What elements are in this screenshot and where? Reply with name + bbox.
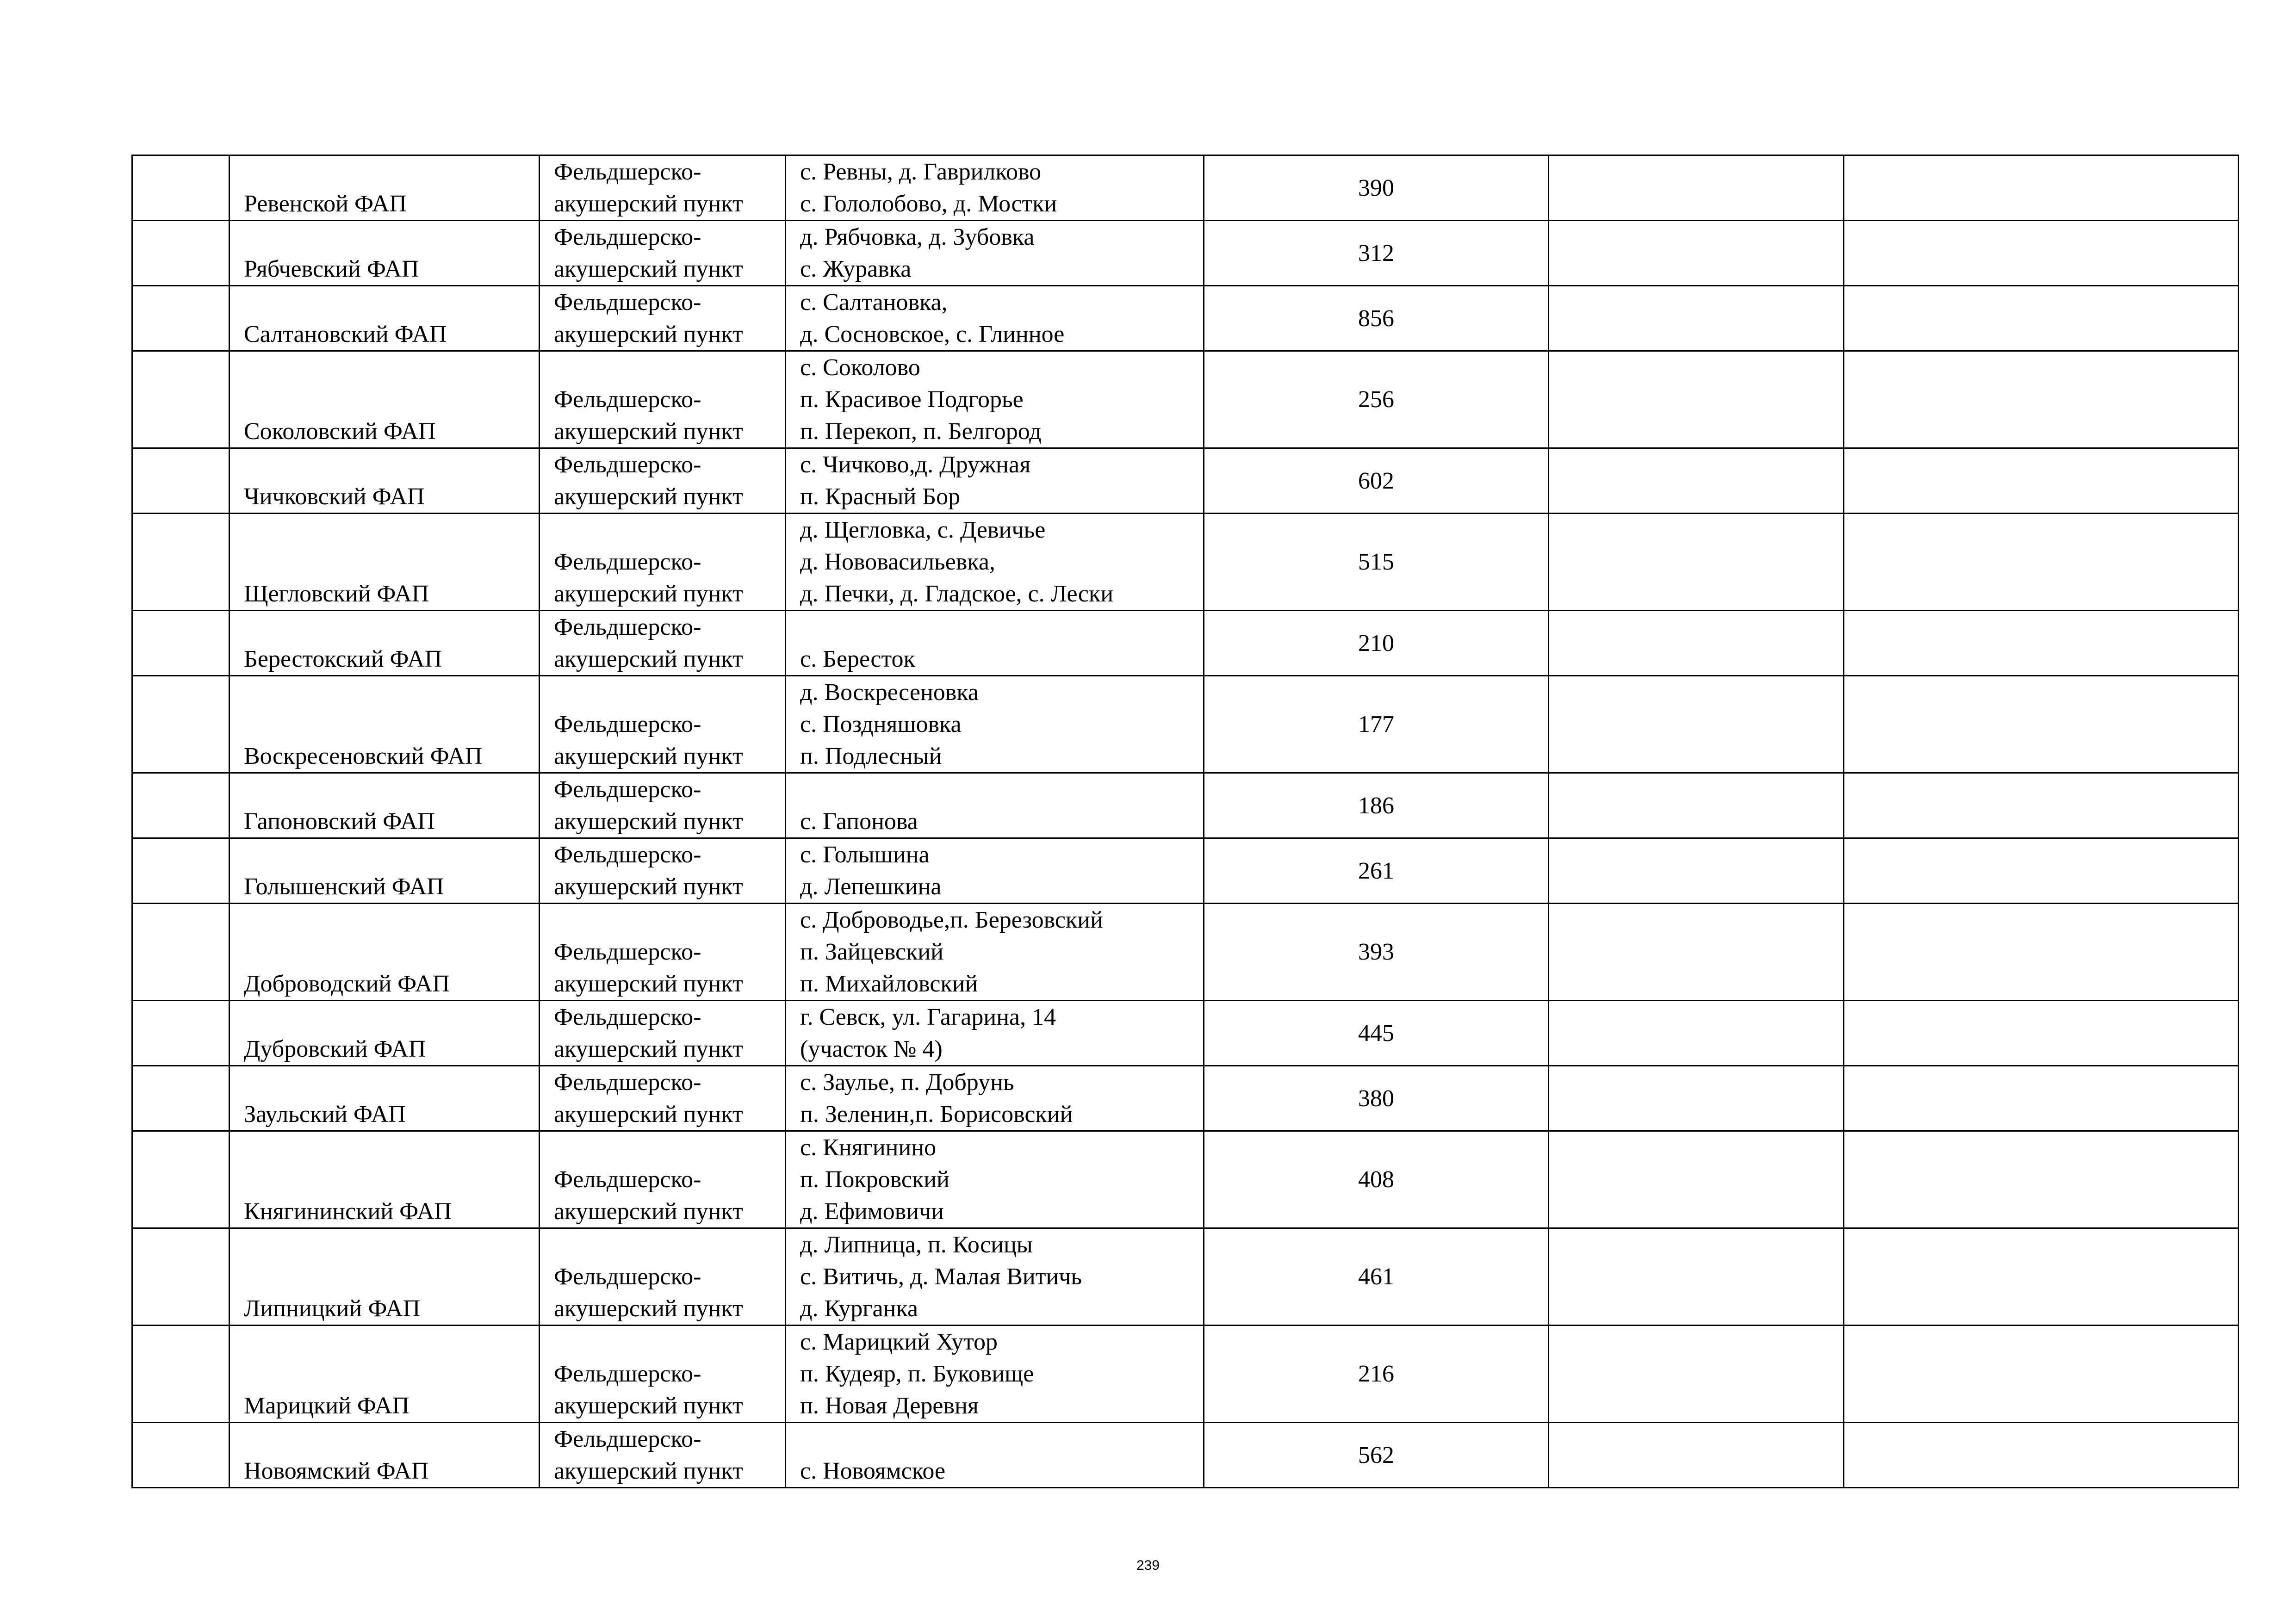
facility-type-line: акушерский пункт [554, 808, 743, 835]
facility-type-cell [540, 773, 786, 838]
facility-type-cell [540, 351, 786, 448]
population-cell: 856 [1204, 286, 1549, 351]
facility-type-cell [540, 155, 786, 221]
table-row [132, 1001, 2239, 1066]
empty-cell [1549, 611, 1844, 676]
empty-cell [1549, 155, 1844, 221]
settlements-cell [786, 1326, 1204, 1423]
row-number-cell [132, 838, 230, 904]
settlement-line: д. Сосновское, с. Глинное [800, 321, 1065, 347]
settlements-cell [786, 514, 1204, 611]
row-number-cell [132, 1066, 230, 1131]
row-number-cell [132, 514, 230, 611]
settlements-cell [786, 155, 1204, 221]
empty-cell [1549, 773, 1844, 838]
table-row [132, 1326, 2239, 1423]
population-cell: 445 [1204, 1001, 1549, 1066]
empty-cell [1549, 1001, 1844, 1066]
facility-name-cell: Чичковский ФАП [230, 448, 540, 514]
settlements-cell [786, 773, 1204, 838]
settlement-line: с. Салтановка, [800, 289, 948, 316]
settlements-cell [786, 351, 1204, 448]
empty-cell [1844, 676, 2239, 773]
population-cell: 393 [1204, 904, 1549, 1001]
facility-type-line: акушерский пункт [554, 646, 743, 672]
facility-type-cell [540, 286, 786, 351]
settlement-line: с. Гололобово, д. Мостки [800, 191, 1057, 217]
facility-type-cell [540, 514, 786, 611]
settlement-line: с. Заулье, п. Добрунь [800, 1069, 1014, 1096]
facility-type-line: Фельдшерско- [554, 1069, 701, 1096]
empty-cell [1844, 1326, 2239, 1423]
settlement-line: д. Ефимовичи [800, 1198, 944, 1225]
empty-cell [1844, 1131, 2239, 1228]
settlement-line: п. Новая Деревня [800, 1393, 979, 1419]
facility-type-line: акушерский пункт [554, 873, 743, 900]
row-number-cell [132, 611, 230, 676]
settlements-cell [786, 1423, 1204, 1488]
empty-cell [1549, 1228, 1844, 1326]
facility-type-line: Фельдшерско- [554, 1166, 701, 1193]
settlement-line: д. Щегловка, с. Девичье [800, 517, 1046, 543]
empty-cell [1844, 448, 2239, 514]
settlement-line: д. Рябчовка, д. Зубовка [800, 224, 1035, 250]
empty-cell [1549, 838, 1844, 904]
facility-type-line: Фельдшерско- [554, 1004, 701, 1030]
settlement-line: д. Воскресеновка [800, 679, 979, 706]
settlement-line: п. Зеленин,п. Борисовский [800, 1101, 1073, 1127]
population-cell: 515 [1204, 514, 1549, 611]
settlements-cell [786, 904, 1204, 1001]
facility-type-line: акушерский пункт [554, 581, 743, 607]
row-number-cell [132, 155, 230, 221]
facility-type-line: Фельдшерско- [554, 776, 701, 803]
settlements-cell [786, 611, 1204, 676]
table-row [132, 611, 2239, 676]
settlement-line: с. Ревны, д. Гаврилково [800, 159, 1042, 185]
empty-cell [1549, 514, 1844, 611]
facility-type-line: акушерский пункт [554, 256, 743, 282]
settlement-line: г. Севск, ул. Гагарина, 14 [800, 1004, 1056, 1030]
empty-cell [1844, 611, 2239, 676]
facility-name-cell: Берестокский ФАП [230, 611, 540, 676]
population-cell: 562 [1204, 1423, 1549, 1488]
settlement-line: п. Красивое Подгорье [800, 386, 1024, 413]
row-number-cell [132, 1326, 230, 1423]
facility-type-line: Фельдшерско- [554, 289, 701, 316]
settlements-cell [786, 838, 1204, 904]
settlement-line: п. Михайловский [800, 971, 978, 997]
row-number-cell [132, 773, 230, 838]
population-cell: 461 [1204, 1228, 1549, 1326]
settlement-line: д. Лепешкина [800, 873, 942, 900]
table-row [132, 676, 2239, 773]
table-row [132, 1228, 2239, 1326]
facility-type-line: акушерский пункт [554, 1295, 743, 1322]
facility-name-cell: Ревенской ФАП [230, 155, 540, 221]
facility-name-cell: Княгининский ФАП [230, 1131, 540, 1228]
settlement-line: д. Курганка [800, 1295, 918, 1322]
empty-cell [1844, 1001, 2239, 1066]
empty-cell [1549, 351, 1844, 448]
facility-type-line: акушерский пункт [554, 1198, 743, 1225]
facility-type-line: акушерский пункт [554, 1036, 743, 1062]
empty-cell [1844, 773, 2239, 838]
table-row [132, 1423, 2239, 1488]
table-row [132, 904, 2239, 1001]
table-body [132, 155, 2239, 1488]
row-number-cell [132, 286, 230, 351]
population-cell: 186 [1204, 773, 1549, 838]
facility-type-line: Фельдшерско- [554, 711, 701, 737]
empty-cell [1844, 221, 2239, 286]
empty-cell [1844, 514, 2239, 611]
facility-type-cell [540, 1423, 786, 1488]
row-number-cell [132, 904, 230, 1001]
settlement-line: д. Липница, п. Косицы [800, 1232, 1033, 1258]
facility-type-line: Фельдшерско- [554, 1264, 701, 1290]
facility-name-cell: Салтановский ФАП [230, 286, 540, 351]
settlement-line: с. Бересток [800, 646, 915, 672]
facility-type-cell [540, 1001, 786, 1066]
settlements-cell [786, 1131, 1204, 1228]
row-number-cell [132, 1131, 230, 1228]
empty-cell [1549, 286, 1844, 351]
facility-name-cell: Щегловский ФАП [230, 514, 540, 611]
facility-type-cell [540, 1228, 786, 1326]
settlement-line: с. Чичково,д. Дружная [800, 452, 1030, 478]
facility-type-line: акушерский пункт [554, 418, 743, 445]
settlements-cell [786, 676, 1204, 773]
row-number-cell [132, 221, 230, 286]
empty-cell [1549, 1131, 1844, 1228]
table-row [132, 514, 2239, 611]
table-row [132, 1066, 2239, 1131]
population-cell: 216 [1204, 1326, 1549, 1423]
population-cell: 380 [1204, 1066, 1549, 1131]
population-cell: 210 [1204, 611, 1549, 676]
settlement-line: с. Журавка [800, 256, 912, 282]
facility-type-line: Фельдшерско- [554, 1361, 701, 1387]
facility-type-line: Фельдшерско- [554, 842, 701, 868]
facility-type-line: Фельдшерско- [554, 614, 701, 640]
facility-name-cell: Соколовский ФАП [230, 351, 540, 448]
facility-type-cell [540, 1066, 786, 1131]
empty-cell [1844, 1423, 2239, 1488]
population-cell: 256 [1204, 351, 1549, 448]
facility-name-cell: Воскресеновский ФАП [230, 676, 540, 773]
empty-cell [1844, 1066, 2239, 1131]
empty-cell [1549, 1066, 1844, 1131]
facility-type-line: акушерский пункт [554, 191, 743, 217]
facility-type-line: Фельдшерско- [554, 939, 701, 965]
empty-cell [1844, 155, 2239, 221]
table-row [132, 1131, 2239, 1228]
facility-type-cell [540, 676, 786, 773]
facility-type-cell [540, 611, 786, 676]
row-number-cell [132, 1423, 230, 1488]
facilities-table [131, 155, 2239, 1488]
settlement-line: п. Покровский [800, 1166, 949, 1193]
settlement-line: с. Княгинино [800, 1134, 937, 1161]
table-row [132, 155, 2239, 221]
facility-type-line: Фельдшерско- [554, 159, 701, 185]
facility-name-cell: Рябчевский ФАП [230, 221, 540, 286]
empty-cell [1549, 448, 1844, 514]
settlement-line: д. Нововасильевка, [800, 549, 995, 575]
facility-type-line: акушерский пункт [554, 1458, 743, 1484]
table-row [132, 838, 2239, 904]
table-row [132, 773, 2239, 838]
facility-type-line: Фельдшерско- [554, 386, 701, 413]
row-number-cell [132, 676, 230, 773]
row-number-cell [132, 351, 230, 448]
facility-name-cell: Заульский ФАП [230, 1066, 540, 1131]
table-row [132, 448, 2239, 514]
empty-cell [1844, 838, 2239, 904]
row-number-cell [132, 448, 230, 514]
population-cell: 177 [1204, 676, 1549, 773]
facility-type-line: акушерский пункт [554, 1393, 743, 1419]
empty-cell [1549, 904, 1844, 1001]
facility-type-line: Фельдшерско- [554, 224, 701, 250]
settlement-line: с. Витичь, д. Малая Витичь [800, 1264, 1082, 1290]
settlements-cell [786, 1228, 1204, 1326]
facility-type-line: Фельдшерско- [554, 549, 701, 575]
empty-cell [1844, 904, 2239, 1001]
facility-type-cell [540, 1326, 786, 1423]
facility-type-line: акушерский пункт [554, 971, 743, 997]
table-row [132, 351, 2239, 448]
empty-cell [1549, 1423, 1844, 1488]
population-cell: 261 [1204, 838, 1549, 904]
facility-name-cell: Голышенский ФАП [230, 838, 540, 904]
settlement-line: п. Зайцевский [800, 939, 943, 965]
facility-name-cell: Липницкий ФАП [230, 1228, 540, 1326]
population-cell: 312 [1204, 221, 1549, 286]
settlements-cell [786, 286, 1204, 351]
settlement-line: с. Новоямское [800, 1458, 946, 1484]
settlement-line: с. Поздняшовка [800, 711, 962, 737]
facility-type-line: акушерский пункт [554, 483, 743, 510]
settlement-line: с. Гапонова [800, 808, 918, 835]
population-cell: 602 [1204, 448, 1549, 514]
empty-cell [1549, 221, 1844, 286]
facility-name-cell: Гапоновский ФАП [230, 773, 540, 838]
facility-type-line: акушерский пункт [554, 1101, 743, 1127]
empty-cell [1844, 1228, 2239, 1326]
row-number-cell [132, 1001, 230, 1066]
settlement-line: п. Красный Бор [800, 483, 961, 510]
facility-type-line: Фельдшерско- [554, 1426, 701, 1452]
settlement-line: с. Соколово [800, 354, 920, 381]
facility-type-line: Фельдшерско- [554, 452, 701, 478]
settlements-cell [786, 221, 1204, 286]
empty-cell [1549, 676, 1844, 773]
facility-name-cell: Доброводский ФАП [230, 904, 540, 1001]
settlements-cell [786, 1066, 1204, 1131]
facility-type-cell [540, 904, 786, 1001]
settlement-line: с. Марицкий Хутор [800, 1329, 998, 1355]
facility-name-cell: Новоямский ФАП [230, 1423, 540, 1488]
table-row [132, 286, 2239, 351]
empty-cell [1844, 286, 2239, 351]
settlement-line: п. Кудеяр, п. Буковище [800, 1361, 1034, 1387]
empty-cell [1549, 1326, 1844, 1423]
settlement-line: п. Подлесный [800, 743, 942, 769]
empty-cell [1844, 351, 2239, 448]
facility-type-line: акушерский пункт [554, 743, 743, 769]
facility-name-cell: Дубровский ФАП [230, 1001, 540, 1066]
page-number: 239 [1136, 1558, 1160, 1573]
settlement-line: с. Доброводье,п. Березовский [800, 907, 1103, 933]
facility-type-line: акушерский пункт [554, 321, 743, 347]
population-cell: 390 [1204, 155, 1549, 221]
facility-type-cell [540, 221, 786, 286]
facility-type-cell [540, 1131, 786, 1228]
facility-name-cell: Марицкий ФАП [230, 1326, 540, 1423]
facility-type-cell [540, 838, 786, 904]
table-row [132, 221, 2239, 286]
population-cell: 408 [1204, 1131, 1549, 1228]
facility-type-cell [540, 448, 786, 514]
settlement-line: с. Голышина [800, 842, 930, 868]
settlements-cell [786, 1001, 1204, 1066]
settlements-cell [786, 448, 1204, 514]
settlement-line: (участок № 4) [800, 1036, 943, 1062]
row-number-cell [132, 1228, 230, 1326]
settlement-line: п. Перекоп, п. Белгород [800, 418, 1042, 445]
settlement-line: д. Печки, д. Гладское, с. Лески [800, 581, 1114, 607]
